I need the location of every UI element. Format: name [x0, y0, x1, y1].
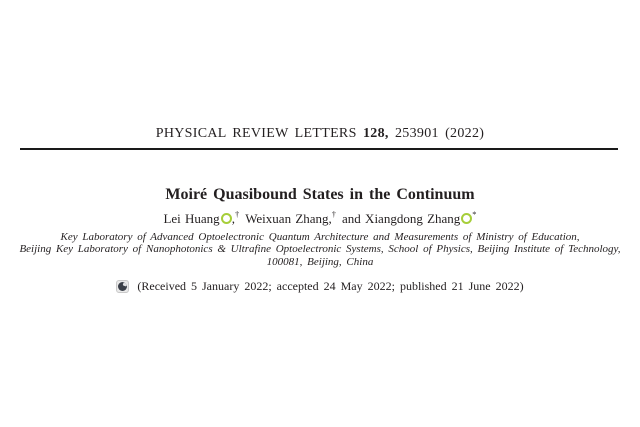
- footnote-dagger-marker: †: [234, 209, 240, 219]
- journal-article-number: 253901 (2022): [395, 126, 485, 141]
- orcid-id-icon[interactable]: [221, 213, 232, 224]
- page-title: Moiré Quasibound States in the Continuum: [165, 186, 475, 203]
- author-name: Lei Huang: [163, 211, 220, 226]
- affiliation-line: Key Laboratory of Advanced Optoelectronic Quantum Architecture and Measurements of Ministry of Education,: [60, 231, 580, 243]
- crossmark-check-for-updates-icon[interactable]: [116, 280, 129, 293]
- author-name: and Xiangdong Zhang: [342, 211, 461, 226]
- orcid-id-icon[interactable]: [461, 213, 472, 224]
- dates-line: [0, 279, 640, 294]
- affiliation-line: Beijing Key Laboratory of Nanophotonics & Ultrafine Optoelectronic Systems, School of Physics, Beijing Institute of Technology,: [19, 243, 621, 256]
- affiliation-block: [0, 231, 640, 268]
- author-separator: ,: [231, 211, 235, 226]
- author-separator: ,: [328, 211, 332, 226]
- author-xiangdong-zhang: [342, 211, 477, 226]
- header-divider-rule: [20, 148, 618, 150]
- journal-name: PHYSICAL REVIEW LETTERS: [155, 126, 357, 141]
- affiliation-line: 100081, Beijing, China: [266, 255, 374, 268]
- author-line: [0, 211, 640, 227]
- author-lei-huang: [163, 211, 239, 226]
- author-name: Weixuan Zhang: [245, 211, 329, 226]
- received-accepted-published-text: (Received 5 January 2022; accepted 24 May 2022; published 21 June 2022): [137, 279, 524, 293]
- footnote-asterisk-marker: *: [472, 209, 477, 219]
- footnote-dagger-marker: †: [331, 209, 337, 219]
- journal-header: [0, 126, 640, 142]
- author-weixuan-zhang: [245, 211, 336, 226]
- journal-volume: 128,: [362, 126, 389, 141]
